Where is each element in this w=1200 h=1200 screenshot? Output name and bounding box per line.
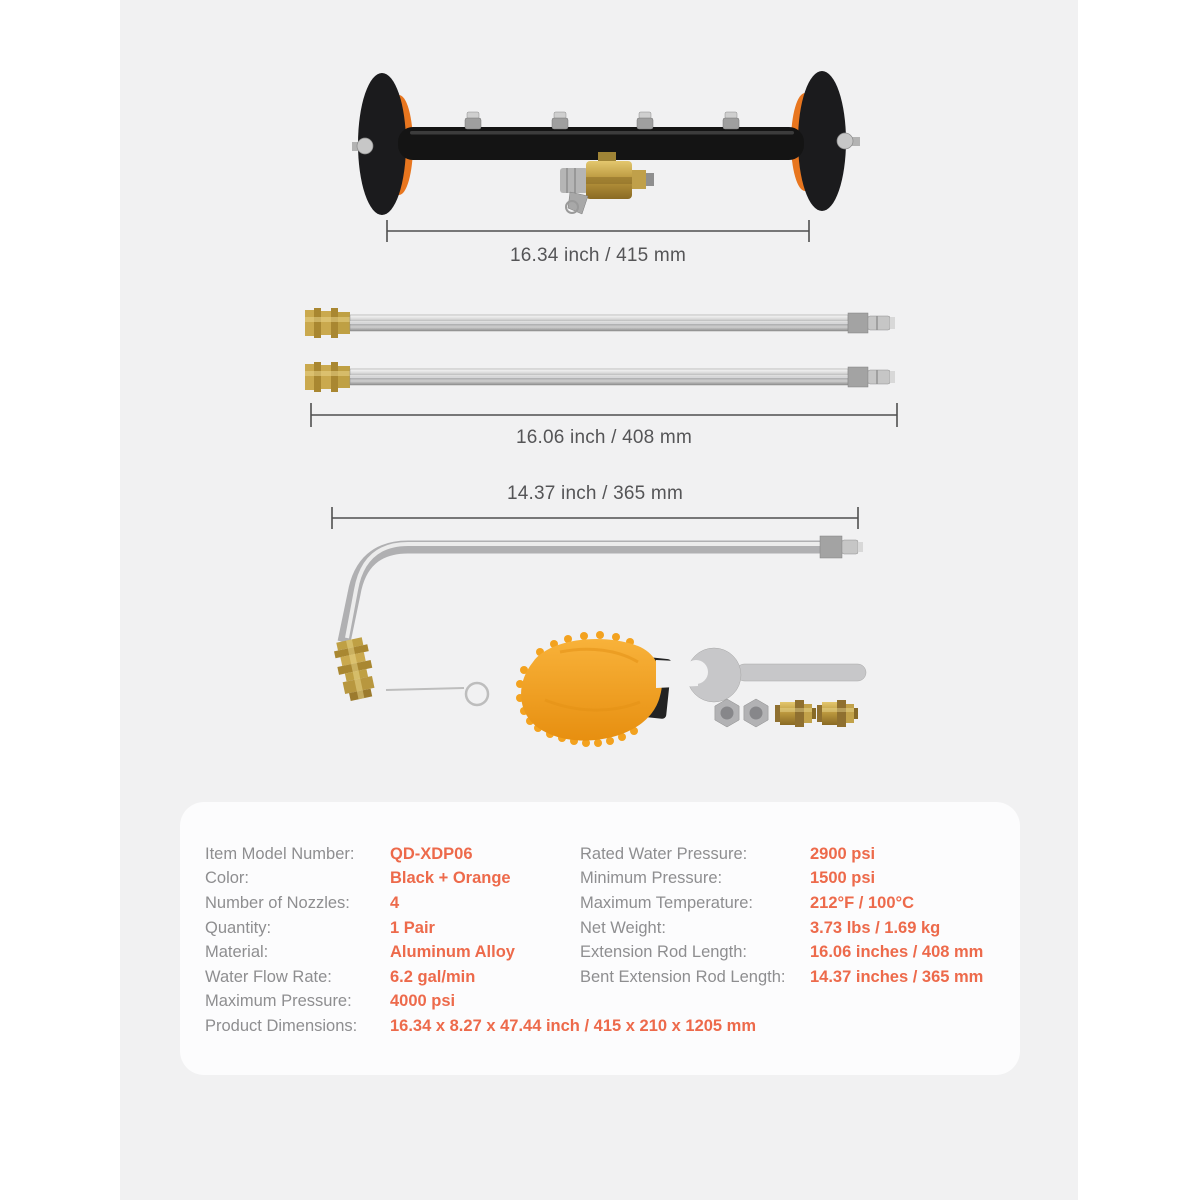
spec-value: 6.2 gal/min <box>390 967 476 986</box>
spec-label: Rated Water Pressure: <box>580 844 748 863</box>
spec-value: 2900 psi <box>810 844 876 863</box>
spec-value: 4000 psi <box>390 992 456 1011</box>
bent-rod-brass-coupler <box>332 636 378 702</box>
spec-value: Aluminum Alloy <box>390 943 515 962</box>
spec-value: Black + Orange <box>390 869 511 888</box>
broom-dimension-label: 16.34 inch / 415 mm <box>510 245 686 266</box>
quick-connect-adapter-1 <box>775 700 816 727</box>
spec-value: 1500 psi <box>810 869 876 888</box>
rods-dimension-label: 16.06 inch / 408 mm <box>516 427 692 448</box>
spec-label: Product Dimensions: <box>205 1016 358 1035</box>
spec-label: Maximum Temperature: <box>580 893 754 912</box>
spec-label: Bent Extension Rod Length: <box>580 967 786 986</box>
spec-row <box>580 940 983 965</box>
spec-label: Water Flow Rate: <box>205 967 332 986</box>
spec-label: Material: <box>205 943 269 962</box>
brass-valve <box>560 152 654 214</box>
rods-dimension-line <box>311 403 897 427</box>
spec-label: Extension Rod Length: <box>580 943 747 962</box>
spec-column-right <box>580 842 983 990</box>
spec-label: Maximum Pressure: <box>205 992 352 1011</box>
spec-value: 16.34 x 8.27 x 47.44 inch / 415 x 210 x 1205 mm <box>390 1016 757 1035</box>
bent-rod-dimension-line <box>332 507 858 529</box>
spec-row <box>580 867 983 892</box>
mitt-body <box>521 639 662 741</box>
right-axle-cap <box>837 133 853 149</box>
bent-rod-dimension-label: 14.37 inch / 365 mm <box>507 483 683 504</box>
spec-row <box>205 990 756 1015</box>
nozzle-fittings <box>465 112 739 129</box>
spec-row <box>580 891 983 916</box>
nozzle-cleaning-pin <box>386 683 488 705</box>
spec-value: 212°F / 100°C <box>810 893 915 912</box>
spec-value: 1 Pair <box>390 918 435 937</box>
quick-connect-adapter-2 <box>817 700 858 727</box>
spec-value: QD-XDP06 <box>390 844 473 863</box>
broom-dimension-line <box>387 220 809 242</box>
spec-label: Minimum Pressure: <box>580 869 723 888</box>
spec-label: Number of Nozzles: <box>205 893 350 912</box>
spec-row <box>580 965 983 990</box>
spec-row <box>580 916 983 941</box>
spec-value: 16.06 inches / 408 mm <box>810 943 984 962</box>
spec-label: Net Weight: <box>580 918 666 937</box>
left-axle-cap <box>357 138 373 154</box>
water-broom <box>352 71 860 242</box>
wash-mitt <box>516 631 672 747</box>
hex-nuts <box>715 699 768 727</box>
spec-label: Color: <box>205 869 250 888</box>
spec-value: 14.37 inches / 365 mm <box>810 967 984 986</box>
spec-value: 3.73 lbs / 1.69 kg <box>810 918 941 937</box>
spec-row <box>580 842 983 867</box>
spec-row <box>205 1014 756 1039</box>
extension-rod-2 <box>305 362 895 392</box>
spec-value: 4 <box>390 893 400 912</box>
extension-rod-1 <box>305 308 895 338</box>
spec-panel <box>180 802 1020 1075</box>
spec-label: Quantity: <box>205 918 272 937</box>
wrench <box>656 648 866 702</box>
spec-label: Item Model Number: <box>205 844 355 863</box>
